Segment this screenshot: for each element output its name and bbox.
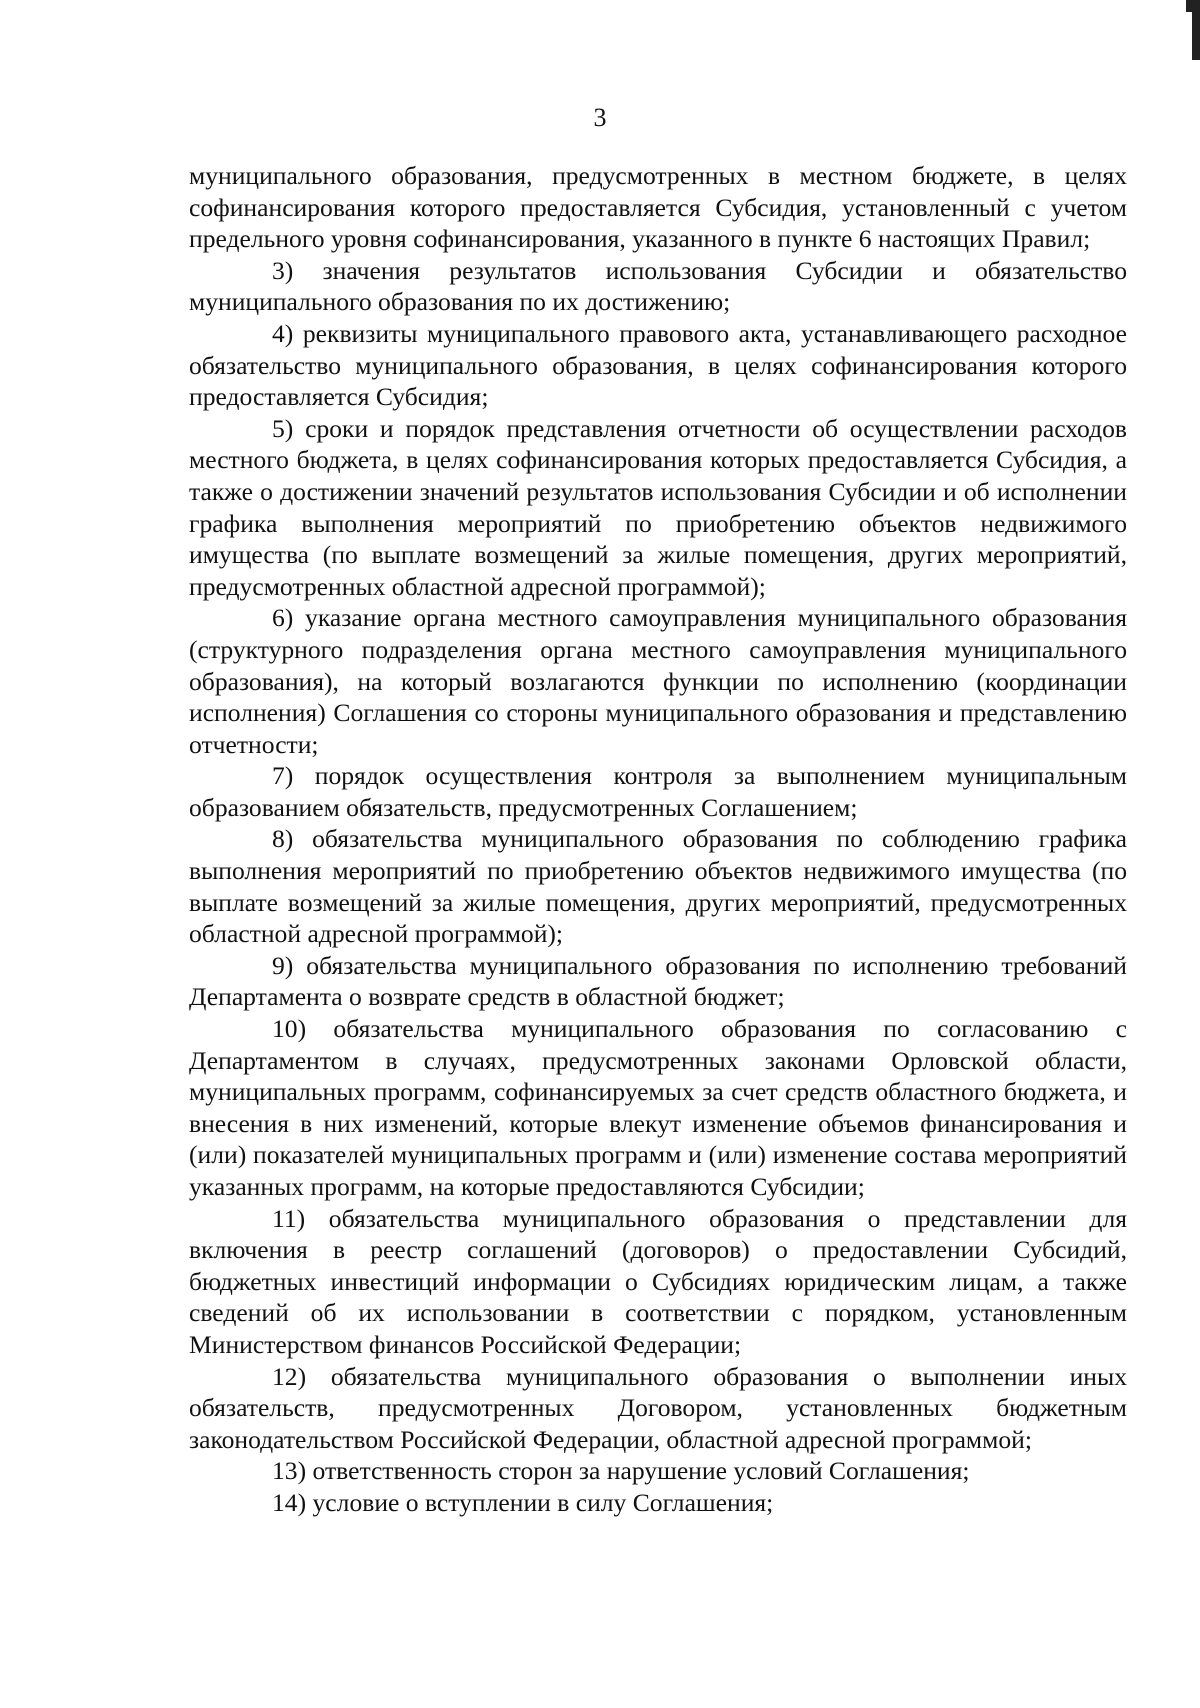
list-item-9: 9) обязательства муниципального образования по исполнению требований Департамента о возврате средств в областной бюджет; — [189, 950, 1127, 1012]
list-item-7: 7) порядок осуществления контроля за выполнением муниципальным образованием обязательств, предусмотренных Соглашением; — [189, 761, 1127, 822]
list-item-12: 12) обязательства муниципального образования о выполнении иных обязательств, предусмотренных Договором, установленных бюджетным законодательством Российской Федерации, областной адресной программой; — [189, 1361, 1127, 1454]
list-item-14: 14) условие о вступлении в силу Соглашения; — [272, 1487, 774, 1517]
list-item-13: 13) ответственность сторон за нарушение условий Соглашения; — [272, 1456, 970, 1486]
paragraph-continuation: муниципального образования, предусмотренных в местном бюджете, в целях софинансирования которого предоставляется Субсидия, установленный с учетом предельного уровня софинансирования, указанного в пункте 6 настоящих Правил; — [189, 161, 1127, 254]
list-item-4: 4) реквизиты муниципального правового акта, устанавливающего расходное обязательство муниципального образования, в целях софинансирования которого предоставляется Субсидия; — [189, 318, 1127, 412]
list-item-3: 3) значения результатов использования Субсидии и обязательство муниципального образования по их достижению; — [189, 255, 1127, 317]
document-body — [189, 160, 1127, 1519]
list-item-10: 10) обязательства муниципального образования по согласованию с Департаментом в случаях, предусмотренных законами Орловской области, муниципальных программ, софинансируемых за счет средств областного бюджета, и внесения в них изменений, которые влекут изменение объемов финансирования и (или) показателей муниципальных программ и (или) изменение состава мероприятий указанных программ, на которые предоставляются Субсидии; — [189, 1014, 1127, 1201]
list-item-11: 11) обязательства муниципального образования о представлении для включения в реестр соглашений (договоров) о предоставлении Субсидий, бюджетных инвестиций информации о Субсидиях юридическим лицам, а также сведений об их использовании в соответствии с порядком, установленным Министерством финансов Российской Федерации; — [189, 1203, 1127, 1359]
page-number: 3 — [593, 103, 607, 132]
list-item-5: 5) сроки и порядок представления отчетности об осуществлении расходов местного бюджета, в целях софинансирования которых предоставляется Субсидия, а также о достижении значений результатов использования Субсидии и об исполнении графика выполнения мероприятий по приобретению объектов недвижимого имущества (по выплате возмещений за жилые помещения, других мероприятий, предусмотренных областной адресной программой); — [189, 413, 1127, 601]
list-item-6: 6) указание органа местного самоуправления муниципального образования (структурного подразделения органа местного самоуправления муниципального образования), на который возлагаются функции по исполнению (координации исполнения) Соглашения со стороны муниципального образования и представлению отчетности; — [189, 603, 1127, 759]
scan-edge-mark-top — [1186, 0, 1200, 12]
list-item-8: 8) обязательства муниципального образования по соблюдению графика выполнения мероприятий по приобретению объектов недвижимого имущества (по выплате возмещений за жилые помещения, других мероприятий, предусмотренных областной адресной программой); — [189, 824, 1127, 949]
